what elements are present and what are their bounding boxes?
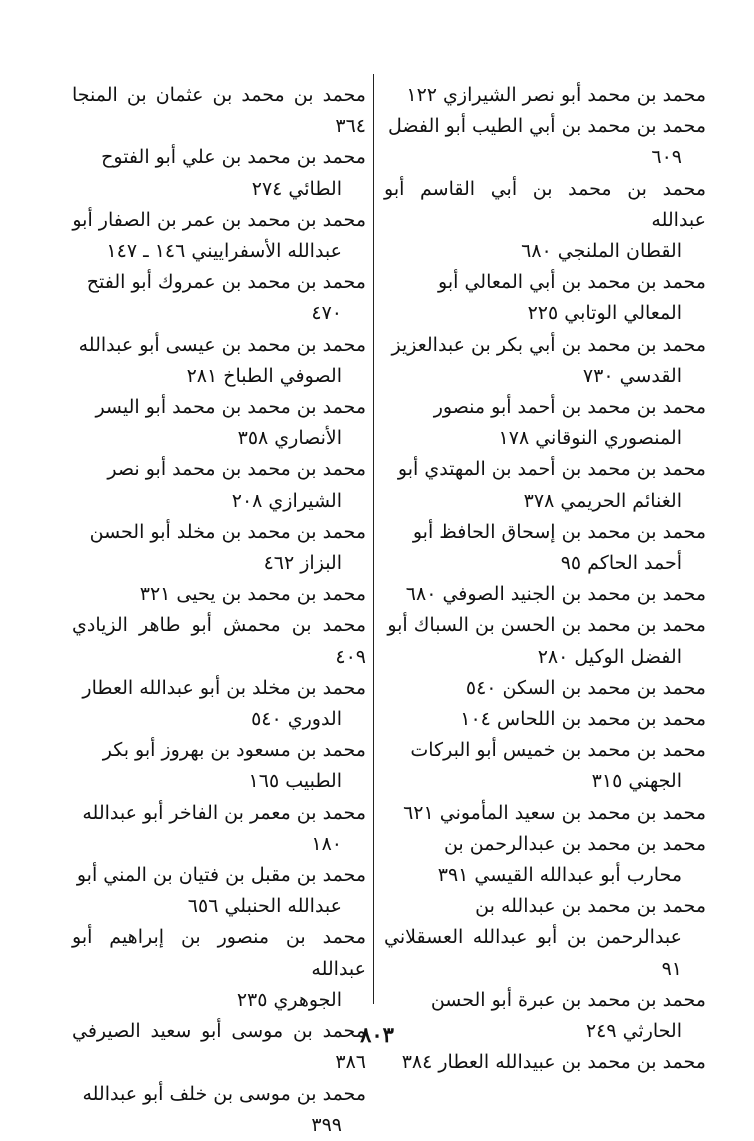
index-entry (72, 267, 366, 329)
index-entry (72, 392, 366, 454)
entry-line: محمد بن منصور بن إبراهيم أبو عبدالله (72, 926, 366, 980)
entry-continuation: ١٨٠ (311, 832, 342, 855)
index-entry (72, 610, 366, 672)
entry-continuation: الجهني ٣١٥ (591, 770, 682, 793)
index-entry (384, 267, 706, 329)
entry-line: محمد بن محمد أبو نصر الشيرازي ١٢٢ (406, 84, 706, 106)
entry-line: محمد بن محمد بن الحسن بن السباك أبو (387, 614, 706, 637)
entry-line: محمد بن محمد بن أحمد بن المهتدي أبو (397, 458, 706, 481)
entry-line: محمد بن محمد بن اللحاس ١٠٤ (460, 708, 706, 731)
entry-continuation: الطبيب ١٦٥ (248, 770, 342, 793)
entry-continuation: ٦٠٩ (651, 146, 682, 169)
entry-line: محمد بن محمد بن عبدالله بن (475, 895, 706, 918)
index-entry (72, 205, 366, 267)
entry-continuation: المنصوري النوقاني ١٧٨ (498, 427, 682, 450)
entry-continuation: الغنائم الحريمي ٣٧٨ (523, 489, 682, 512)
entry-line: محمد بن محمد بن عمر بن الصفار أبو (72, 208, 366, 231)
index-entry (72, 798, 366, 860)
entry-continuation: أحمد الحاكم ٩٥ (560, 552, 682, 575)
entry-continuation: عبدالرحمن بن أبو عبدالله العسقلاني ٩١ (384, 926, 682, 980)
entry-line: محمد بن محمد بن السكن ٥٤٠ (465, 676, 706, 699)
entry-line: محمد بن محمد بن أحمد أبو منصور (433, 396, 706, 419)
entry-continuation: ٤٧٠ (311, 302, 342, 325)
entry-continuation: الجوهري ٢٣٥ (236, 988, 342, 1011)
index-entry (384, 798, 706, 829)
index-entry (72, 330, 366, 392)
index-entry (384, 704, 706, 735)
entry-line: محمد بن محمد بن أبي بكر بن عبدالعزيز (391, 333, 706, 356)
entry-line: محمد بن محمد بن عثمان بن المنجا ٣٦٤ (72, 84, 366, 138)
index-entry (72, 922, 366, 1016)
right-column (384, 80, 706, 1079)
index-entry (384, 735, 706, 797)
entry-line: محمد بن مقبل بن فتيان بن المني أبو (76, 864, 366, 887)
entry-line: محمد بن محمد بن يحيى ٣٢١ (139, 583, 366, 606)
index-entry (384, 330, 706, 392)
index-entry (384, 579, 706, 610)
entry-continuation: محارب أبو عبدالله القيسي ٣٩١ (437, 864, 682, 887)
index-entry (384, 610, 706, 672)
entry-line: محمد بن محمش أبو طاهر الزيادي ٤٠٩ (72, 614, 366, 668)
index-entry (384, 829, 706, 891)
index-entry (72, 80, 366, 142)
index-entry (72, 517, 366, 579)
entry-continuation: الفضل الوكيل ٢٨٠ (537, 645, 682, 668)
entry-line: محمد بن مسعود بن بهروز أبو بكر (102, 739, 366, 762)
index-entry (384, 1047, 706, 1078)
index-entry (384, 392, 706, 454)
entry-continuation: القدسي ٧٣٠ (582, 364, 682, 387)
entry-line: محمد بن محمد بن أبي القاسم أبو عبدالله (384, 177, 706, 231)
entry-continuation: عبدالله الحنبلي ٦٥٦ (187, 895, 342, 918)
index-entry (384, 454, 706, 516)
entry-line: محمد بن محمد بن الجنيد الصوفي ٦٨٠ (405, 583, 706, 606)
page-number: ٨٠٣ (360, 1022, 394, 1047)
entry-line: محمد بن معمر بن الفاخر أبو عبدالله (82, 801, 366, 824)
index-entry (72, 579, 366, 610)
index-entry (384, 80, 706, 111)
index-entry (384, 111, 706, 173)
entry-line: محمد بن محمد بن عبدالرحمن بن (443, 832, 706, 855)
entry-continuation: الصوفي الطباخ ٢٨١ (186, 364, 342, 387)
entry-line: محمد بن محمد بن سعيد المأموني ٦٢١ (403, 801, 706, 824)
index-entry (384, 891, 706, 985)
entry-continuation: القطان الملنجي ٦٨٠ (521, 240, 682, 263)
index-entry (72, 454, 366, 516)
entry-continuation: ٣٩٩ (311, 1113, 342, 1136)
entry-continuation: الحارثي ٢٤٩ (585, 1020, 682, 1043)
index-entry (384, 517, 706, 579)
entry-continuation: المعالي الوتابي ٢٢٥ (527, 302, 682, 325)
entry-line: محمد بن محمد بن مخلد أبو الحسن (89, 520, 366, 543)
index-entry (72, 860, 366, 922)
entry-line: محمد بن محمد بن محمد أبو اليسر (95, 396, 366, 419)
column-divider (373, 74, 374, 1004)
entry-line: محمد بن محمد بن عمروك أبو الفتح (86, 271, 366, 294)
entry-continuation: الدوري ٥٤٠ (251, 708, 342, 731)
left-column (72, 80, 366, 1141)
entry-line: محمد بن موسى أبو سعيد الصيرفي ٣٨٦ (72, 1020, 366, 1074)
entry-line: محمد بن محمد بن علي أبو الفتوح (101, 146, 366, 169)
entry-line: محمد بن موسى بن خلف أبو عبدالله (82, 1082, 366, 1105)
index-entry (384, 174, 706, 268)
entry-line: محمد بن مخلد بن أبو عبدالله العطار (82, 676, 366, 699)
entry-continuation: الأنصاري ٣٥٨ (237, 427, 342, 450)
entry-line: محمد بن محمد بن أبي الطيب أبو الفضل (388, 115, 706, 138)
index-entry (72, 673, 366, 735)
entry-line: محمد بن محمد بن أبي المعالي أبو (438, 271, 706, 294)
entry-line: محمد بن محمد بن عيسى أبو عبدالله (78, 333, 366, 356)
entry-line: محمد بن محمد بن عبرة أبو الحسن (430, 988, 706, 1011)
entry-line: محمد بن محمد بن خميس أبو البركات (410, 739, 706, 762)
entry-continuation: الشيرازي ٢٠٨ (231, 489, 342, 512)
index-entry (72, 142, 366, 204)
entry-line: محمد بن محمد بن محمد أبو نصر (107, 458, 366, 481)
entry-continuation: الطائي ٢٧٤ (251, 177, 342, 200)
entry-continuation: البزاز ٤٦٢ (263, 552, 342, 575)
entry-line: محمد بن محمد بن عبيدالله العطار ٣٨٤ (401, 1051, 706, 1074)
index-entry (72, 735, 366, 797)
entry-line: محمد بن محمد بن إسحاق الحافظ أبو (412, 520, 706, 543)
entry-continuation: عبدالله الأسفراييني ١٤٦ ـ ١٤٧ (106, 240, 342, 263)
index-entry (384, 673, 706, 704)
